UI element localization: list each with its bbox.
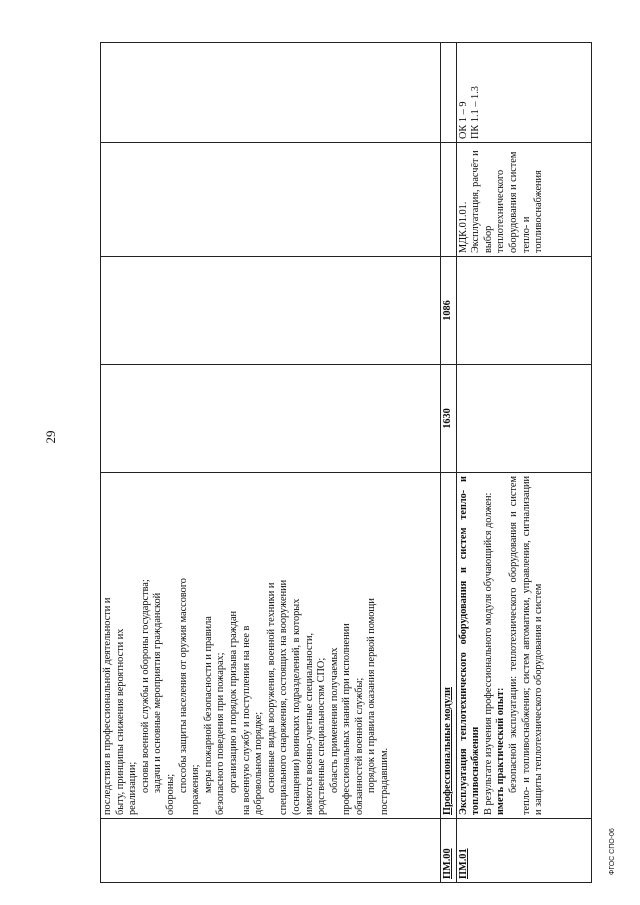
- cell-pm01-hours-empty: [456, 257, 591, 365]
- cell-pm00-mdk-empty: [440, 143, 456, 257]
- cell-pm00-title: Профессиональные модули: [440, 473, 456, 819]
- cell-knowledge-list: последствия в профессиональной деятельности и быту, принципы снижения вероятности их реализации; основы военной службы и обороны государства; задачи и основные мероприятия гражданской обороны; способы защиты населения от оружия массового поражения; меры пожарной безопасности и правила безопасного поведения при пожарах; организацию и порядок призыва граждан на военную службу и поступления на нее в добровольном порядке; основные виды вооружения, военной техники и специального снаряжения, состоящих на вооружении (оснащении) воинских подразделений, в которых имеются военно-учетные специальности, родственные специальностям СПО; область применения получаемых профессиональных знаний при исполнении обязанностей военной службы; порядок и правила оказания первой помощи пострадавшим.: [101, 473, 441, 819]
- cell-pm01-competencies: ОК 1 – 9 ПК 1.1 – 1.3: [456, 43, 591, 143]
- table-row-pm01: [456, 43, 591, 883]
- cell-pm01-total-empty: [456, 365, 591, 473]
- cell-pm01-description: [456, 473, 591, 819]
- curriculum-table: [100, 42, 592, 883]
- cell-pm01-code: ПМ.01: [456, 819, 591, 883]
- cell-code-empty: [101, 819, 441, 883]
- table-row-continuation: [101, 43, 441, 883]
- pm01-title: Эксплуатация теплотехнического оборудования и систем тепло- и топливоснабжения: [457, 476, 482, 815]
- pm01-experience-text: безопасной эксплуатации: теплотехнического оборудования и систем тепло- и топливоснабжения; систем автоматики, управления, сигнализации и защиты теплотехнического оборудования и систем: [507, 476, 545, 815]
- cell-competencies-empty: [101, 43, 441, 143]
- cell-hours-empty: [101, 257, 441, 365]
- cell-pm00-comp-empty: [440, 43, 456, 143]
- pm01-experience-label: иметь практический опыт:: [495, 687, 507, 815]
- table-row-pm00: [440, 43, 456, 883]
- cell-pm00-total: 1630: [440, 365, 456, 473]
- page-number: 29: [43, 430, 58, 444]
- curriculum-table-rotated: [100, 43, 592, 883]
- cell-pm00-code: ПМ.00: [440, 819, 456, 883]
- cell-mdk-empty: [101, 143, 441, 257]
- footer-standard-code: ФГОС СПО-06: [609, 828, 616, 875]
- pm01-intro: В результате изучения профессионального модуля обучающийся должен:: [482, 492, 494, 815]
- cell-pm01-mdk: МДК.01.01. Эксплуатация, расчёт и выбор теплотехнического оборудования и систем тепло- и топливоснабжения: [456, 143, 591, 257]
- cell-pm00-hours: 1086: [440, 257, 456, 365]
- cell-total-empty: [101, 365, 441, 473]
